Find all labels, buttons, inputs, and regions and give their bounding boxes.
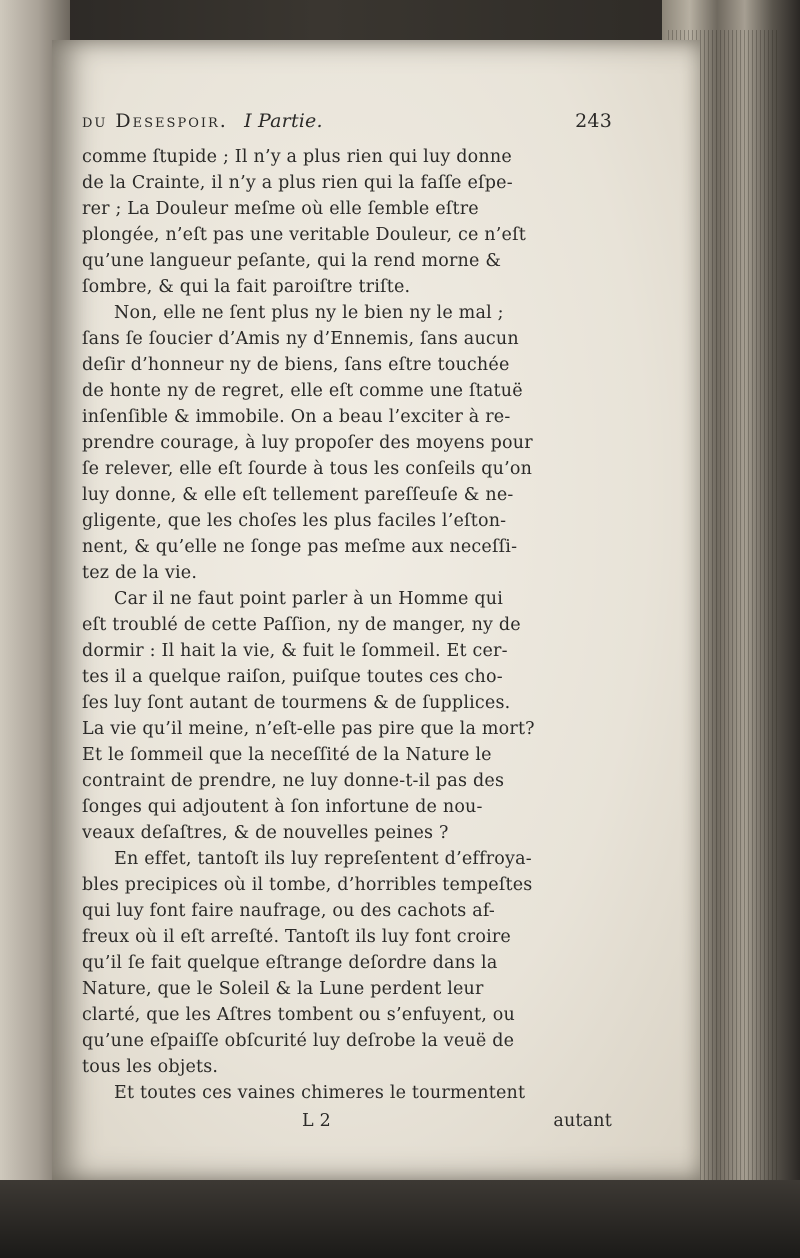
text-line: prendre courage, à luy propoſer des moyens pour [82,433,533,453]
text-line: ſes luy ſont autant de tourmens & de ſupplices. [82,693,511,713]
text-line: Et le ſommeil que la neceſſité de la Nature le [82,745,492,765]
running-title: du Desespoir. [82,110,228,132]
text-line: En effet, tantoſt ils luy repreſentent d’effroya- [114,849,532,869]
signature-mark: L 2 [302,1111,331,1131]
text-line: tez de la vie. [82,563,198,583]
text-line: dormir : Il hait la vie, & fuit le ſommeil. Et cer- [82,641,508,661]
book-page [52,40,700,1180]
text-line: de honte ny de regret, elle eſt comme une ſtatuë [82,381,523,401]
catchword: autant [553,1111,612,1131]
page-number: 243 [575,110,612,132]
text-line: inſenſible & immobile. On a beau l’exciter à re- [82,407,511,427]
text-line: ſans ſe ſoucier d’Amis ny d’Ennemis, ſans aucun [82,329,519,349]
text-line: tes il a quelque raiſon, puiſque toutes ces cho- [82,667,503,687]
text-line: clarté, que les Aſtres tombent ou s’enfuyent, ou [82,1005,515,1025]
text-line: deſir d’honneur ny de biens, ſans eſtre touchée [82,355,510,375]
text-line: tous les objets. [82,1057,219,1077]
text-line: gligente, que les choſes les plus faciles l’eſton- [82,511,507,531]
page-footer [82,1108,612,1134]
text-line: qu’une eſpaiſſe obſcurité luy deſrobe la veuë de [82,1031,515,1051]
text-line: ſombre, & qui la fait paroiſtre triſte. [82,277,411,297]
text-line: nent, & qu’elle ne ſonge pas meſme aux neceſſi- [82,537,518,557]
text-line: bles precipices où il tombe, d’horribles tempeſtes [82,875,533,895]
text-line: rer ; La Douleur meſme où elle ſemble eſtre [82,199,479,219]
text-line: veaux deſaſtres, & de nouvelles peines ? [82,823,449,843]
text-line: qu’une langueur peſante, qui la rend morne & [82,251,502,271]
text-line: comme ſtupide ; Il n’y a plus rien qui luy donne [82,147,512,167]
text-line: luy donne, & elle eſt tellement pareſſeuſe & ne- [82,485,514,505]
text-line: plongée, n’eſt pas une veritable Douleur, ce n’eſt [82,225,526,245]
text-line: qui luy font faire naufrage, ou des cachots af- [82,901,496,921]
text-line: Car il ne faut point parler à un Homme qui [114,589,504,609]
text-line: ſe relever, elle eſt ſourde à tous les conſeils qu’on [82,459,533,479]
text-line: La vie qu’il meine, n’eſt-elle pas pire que la mort? [82,719,535,739]
text-line: freux où il eſt arreſté. Tantoſt ils luy font croire [82,927,511,947]
text-line: ſonges qui adjoutent à ſon infortune de nou- [82,797,483,817]
text-line: contraint de prendre, ne luy donne-t-il pas des [82,771,505,791]
text-line: Et toutes ces vaines chimeres le tourmentent [114,1083,526,1103]
bottom-shadow [0,1180,800,1258]
text-line: Non, elle ne ſent plus ny le bien ny le mal ; [114,303,504,323]
text-line: Nature, que le Soleil & la Lune perdent leur [82,979,484,999]
page-header [82,110,612,144]
part-label: I Partie. [244,110,323,132]
text-line: qu’il ſe fait quelque eſtrange deſordre dans la [82,953,498,973]
page-text [82,110,612,1134]
text-line: eſt troublé de cette Paſſion, ny de manger, ny de [82,615,521,635]
text-line: de la Crainte, il n’y a plus rien qui la faſſe eſpe- [82,173,513,193]
